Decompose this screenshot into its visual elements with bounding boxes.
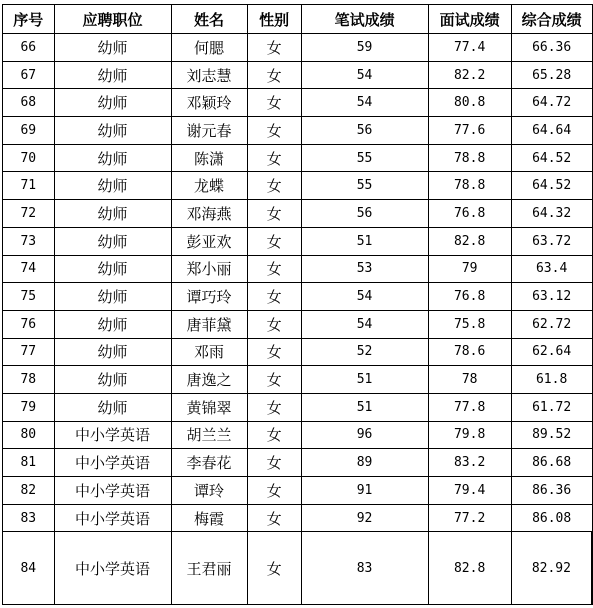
seq-cell: 77 [3, 338, 55, 366]
written-score-cell: 56 [301, 117, 428, 145]
seq-cell: 72 [3, 200, 55, 228]
written-score-cell: 53 [301, 255, 428, 283]
name-cell: 彭亚欢 [171, 227, 247, 255]
name-cell: 唐逸之 [171, 366, 247, 394]
name-cell: 龙蝶 [171, 172, 247, 200]
written-score-cell: 51 [301, 366, 428, 394]
gender-cell: 女 [247, 421, 301, 449]
seq-cell: 67 [3, 61, 55, 89]
table-row [3, 34, 593, 62]
interview-score-cell: 82.8 [428, 227, 511, 255]
table-row [3, 255, 593, 283]
name-cell: 胡兰兰 [171, 421, 247, 449]
interview-score-cell: 80.8 [428, 89, 511, 117]
name-cell: 黄锦翠 [171, 393, 247, 421]
position-cell: 幼师 [54, 227, 171, 255]
table-row [3, 393, 593, 421]
table-row [3, 532, 593, 605]
position-cell: 幼师 [54, 283, 171, 311]
total-score-cell: 86.08 [511, 504, 592, 532]
written-score-cell: 54 [301, 61, 428, 89]
position-cell: 幼师 [54, 172, 171, 200]
gender-cell: 女 [247, 283, 301, 311]
interview-score-cell: 77.6 [428, 117, 511, 145]
interview-score-cell: 77.8 [428, 393, 511, 421]
seq-cell: 79 [3, 393, 55, 421]
total-score-cell: 63.4 [511, 255, 592, 283]
position-cell: 幼师 [54, 255, 171, 283]
gender-cell: 女 [247, 200, 301, 228]
position-cell: 幼师 [54, 310, 171, 338]
total-score-cell: 86.68 [511, 449, 592, 477]
table-row [3, 172, 593, 200]
seq-cell: 68 [3, 89, 55, 117]
total-score-cell: 62.72 [511, 310, 592, 338]
gender-cell: 女 [247, 504, 301, 532]
written-score-cell: 52 [301, 338, 428, 366]
table-row [3, 89, 593, 117]
interview-score-cell: 75.8 [428, 310, 511, 338]
seq-cell: 80 [3, 421, 55, 449]
header-written-score: 笔试成绩 [301, 5, 428, 34]
total-score-cell: 64.64 [511, 117, 592, 145]
name-cell: 陈潇 [171, 144, 247, 172]
table-row [3, 366, 593, 394]
table-row [3, 477, 593, 505]
gender-cell: 女 [247, 366, 301, 394]
gender-cell: 女 [247, 449, 301, 477]
name-cell: 刘志慧 [171, 61, 247, 89]
written-score-cell: 59 [301, 34, 428, 62]
score-table [2, 4, 593, 605]
gender-cell: 女 [247, 144, 301, 172]
position-cell: 幼师 [54, 61, 171, 89]
total-score-cell: 86.36 [511, 477, 592, 505]
seq-cell: 71 [3, 172, 55, 200]
gender-cell: 女 [247, 338, 301, 366]
total-score-cell: 82.92 [511, 532, 592, 605]
total-score-cell: 62.64 [511, 338, 592, 366]
name-cell: 王君丽 [171, 532, 247, 605]
gender-cell: 女 [247, 227, 301, 255]
total-score-cell: 65.28 [511, 61, 592, 89]
written-score-cell: 54 [301, 283, 428, 311]
position-cell: 中小学英语 [54, 449, 171, 477]
seq-cell: 83 [3, 504, 55, 532]
position-cell: 中小学英语 [54, 504, 171, 532]
written-score-cell: 91 [301, 477, 428, 505]
header-row [3, 5, 593, 34]
total-score-cell: 64.52 [511, 144, 592, 172]
gender-cell: 女 [247, 477, 301, 505]
position-cell: 幼师 [54, 89, 171, 117]
table-row [3, 227, 593, 255]
written-score-cell: 54 [301, 89, 428, 117]
interview-score-cell: 76.8 [428, 200, 511, 228]
written-score-cell: 56 [301, 200, 428, 228]
table-row [3, 449, 593, 477]
position-cell: 中小学英语 [54, 421, 171, 449]
total-score-cell: 63.12 [511, 283, 592, 311]
header-total-score: 综合成绩 [511, 5, 592, 34]
seq-cell: 70 [3, 144, 55, 172]
table-row [3, 61, 593, 89]
name-cell: 邓雨 [171, 338, 247, 366]
name-cell: 郑小丽 [171, 255, 247, 283]
position-cell: 幼师 [54, 144, 171, 172]
total-score-cell: 64.72 [511, 89, 592, 117]
gender-cell: 女 [247, 532, 301, 605]
position-cell: 幼师 [54, 393, 171, 421]
total-score-cell: 66.36 [511, 34, 592, 62]
interview-score-cell: 83.2 [428, 449, 511, 477]
written-score-cell: 54 [301, 310, 428, 338]
interview-score-cell: 77.2 [428, 504, 511, 532]
gender-cell: 女 [247, 89, 301, 117]
seq-cell: 75 [3, 283, 55, 311]
written-score-cell: 83 [301, 532, 428, 605]
written-score-cell: 51 [301, 227, 428, 255]
seq-cell: 81 [3, 449, 55, 477]
interview-score-cell: 82.2 [428, 61, 511, 89]
seq-cell: 82 [3, 477, 55, 505]
seq-cell: 76 [3, 310, 55, 338]
gender-cell: 女 [247, 34, 301, 62]
name-cell: 李春花 [171, 449, 247, 477]
name-cell: 邓海燕 [171, 200, 247, 228]
total-score-cell: 61.8 [511, 366, 592, 394]
gender-cell: 女 [247, 310, 301, 338]
written-score-cell: 55 [301, 144, 428, 172]
total-score-cell: 61.72 [511, 393, 592, 421]
table-row [3, 117, 593, 145]
position-cell: 幼师 [54, 200, 171, 228]
written-score-cell: 92 [301, 504, 428, 532]
interview-score-cell: 82.8 [428, 532, 511, 605]
position-cell: 幼师 [54, 117, 171, 145]
name-cell: 梅霞 [171, 504, 247, 532]
interview-score-cell: 78.8 [428, 144, 511, 172]
table-row [3, 144, 593, 172]
interview-score-cell: 79 [428, 255, 511, 283]
written-score-cell: 89 [301, 449, 428, 477]
name-cell: 何腮 [171, 34, 247, 62]
interview-score-cell: 78.6 [428, 338, 511, 366]
seq-cell: 74 [3, 255, 55, 283]
written-score-cell: 51 [301, 393, 428, 421]
gender-cell: 女 [247, 61, 301, 89]
total-score-cell: 63.72 [511, 227, 592, 255]
table-row [3, 338, 593, 366]
interview-score-cell: 79.4 [428, 477, 511, 505]
position-cell: 幼师 [54, 366, 171, 394]
written-score-cell: 55 [301, 172, 428, 200]
name-cell: 谭玲 [171, 477, 247, 505]
seq-cell: 66 [3, 34, 55, 62]
position-cell: 中小学英语 [54, 477, 171, 505]
name-cell: 唐菲黛 [171, 310, 247, 338]
position-cell: 幼师 [54, 338, 171, 366]
seq-cell: 69 [3, 117, 55, 145]
table-row [3, 283, 593, 311]
header-interview-score: 面试成绩 [428, 5, 511, 34]
seq-cell: 84 [3, 532, 55, 605]
name-cell: 谢元春 [171, 117, 247, 145]
table-row [3, 504, 593, 532]
gender-cell: 女 [247, 117, 301, 145]
seq-cell: 73 [3, 227, 55, 255]
position-cell: 中小学英语 [54, 532, 171, 605]
gender-cell: 女 [247, 172, 301, 200]
total-score-cell: 64.32 [511, 200, 592, 228]
interview-score-cell: 76.8 [428, 283, 511, 311]
interview-score-cell: 78.8 [428, 172, 511, 200]
total-score-cell: 89.52 [511, 421, 592, 449]
table-row [3, 200, 593, 228]
gender-cell: 女 [247, 393, 301, 421]
table-body [3, 34, 593, 605]
written-score-cell: 96 [301, 421, 428, 449]
header-position: 应聘职位 [54, 5, 171, 34]
interview-score-cell: 79.8 [428, 421, 511, 449]
header-name: 姓名 [171, 5, 247, 34]
header-gender: 性别 [247, 5, 301, 34]
header-seq: 序号 [3, 5, 55, 34]
name-cell: 邓颖玲 [171, 89, 247, 117]
interview-score-cell: 78 [428, 366, 511, 394]
position-cell: 幼师 [54, 34, 171, 62]
table-row [3, 310, 593, 338]
gender-cell: 女 [247, 255, 301, 283]
name-cell: 谭巧玲 [171, 283, 247, 311]
table-row [3, 421, 593, 449]
total-score-cell: 64.52 [511, 172, 592, 200]
seq-cell: 78 [3, 366, 55, 394]
interview-score-cell: 77.4 [428, 34, 511, 62]
